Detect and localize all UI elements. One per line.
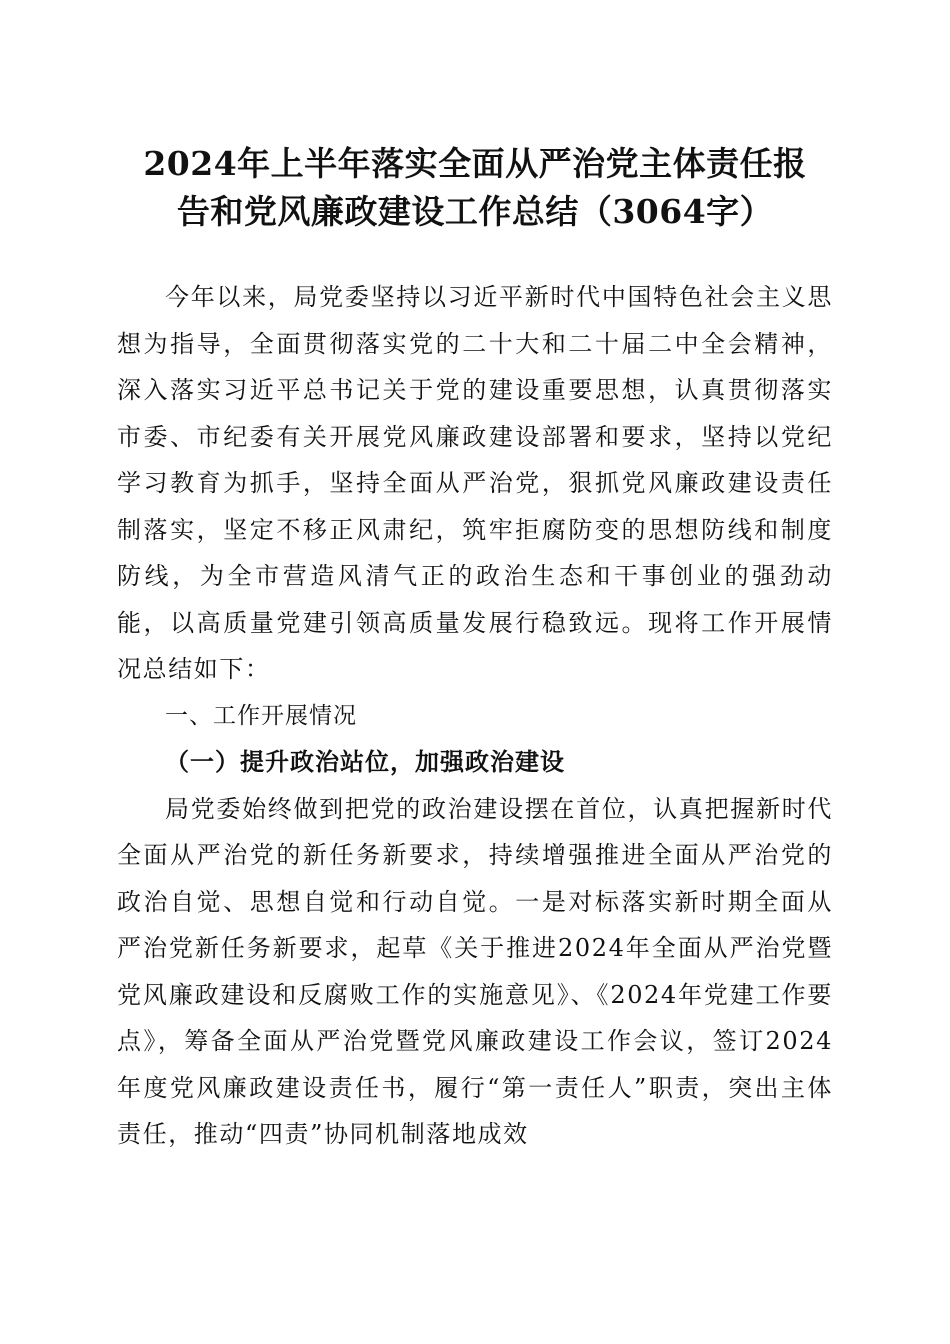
document-body <box>117 274 833 1158</box>
document-title <box>120 140 830 236</box>
subsection-1-paragraph: 局党委始终做到把党的政治建设摆在首位，认真把握新时代全面从严治党的新任务新要求，持续增强推进全面从严治党的政治自觉、思想自觉和行动自觉。一是对标落实新时期全面从严治党新任务新要求，起草《关于推进2024年全面从严治党暨党风廉政建设和反腐败工作的实施意见》、《2024年党建工作要点》，筹备全面从严治党暨党风廉政建设工作会议，签订2024年度党风廉政建设责任书，履行“第一责任人”职责，突出主体责任，推动“四责”协同机制落地成效 <box>117 794 833 1148</box>
section-heading-1: 一、工作开展情况 <box>165 702 357 729</box>
intro-paragraph: 今年以来，局党委坚持以习近平新时代中国特色社会主义思想为指导，全面贯彻落实党的二十大和二十届二中全会精神，深入落实习近平总书记关于党的建设重要思想，认真贯彻落实市委、市纪委有关开展党风廉政建设部署和要求，坚持以党纪学习教育为抓手，坚持全面从严治党，狠抓党风廉政建设责任制落实，坚定不移正风肃纪，筑牢拒腐防变的思想防线和制度防线，为全市营造风清气正的政治生态和干事创业的强劲动能，以高质量党建引领高质量发展行稳致远。现将工作开展情况总结如下： <box>117 283 833 683</box>
title-line-1: 2024年上半年落实全面从严治党主体责任报 <box>143 144 807 183</box>
subsection-heading-1: （一）提升政治站位，加强政治建设 <box>165 747 565 776</box>
title-line-2: 告和党风廉政建设工作总结（3064字） <box>176 192 774 231</box>
